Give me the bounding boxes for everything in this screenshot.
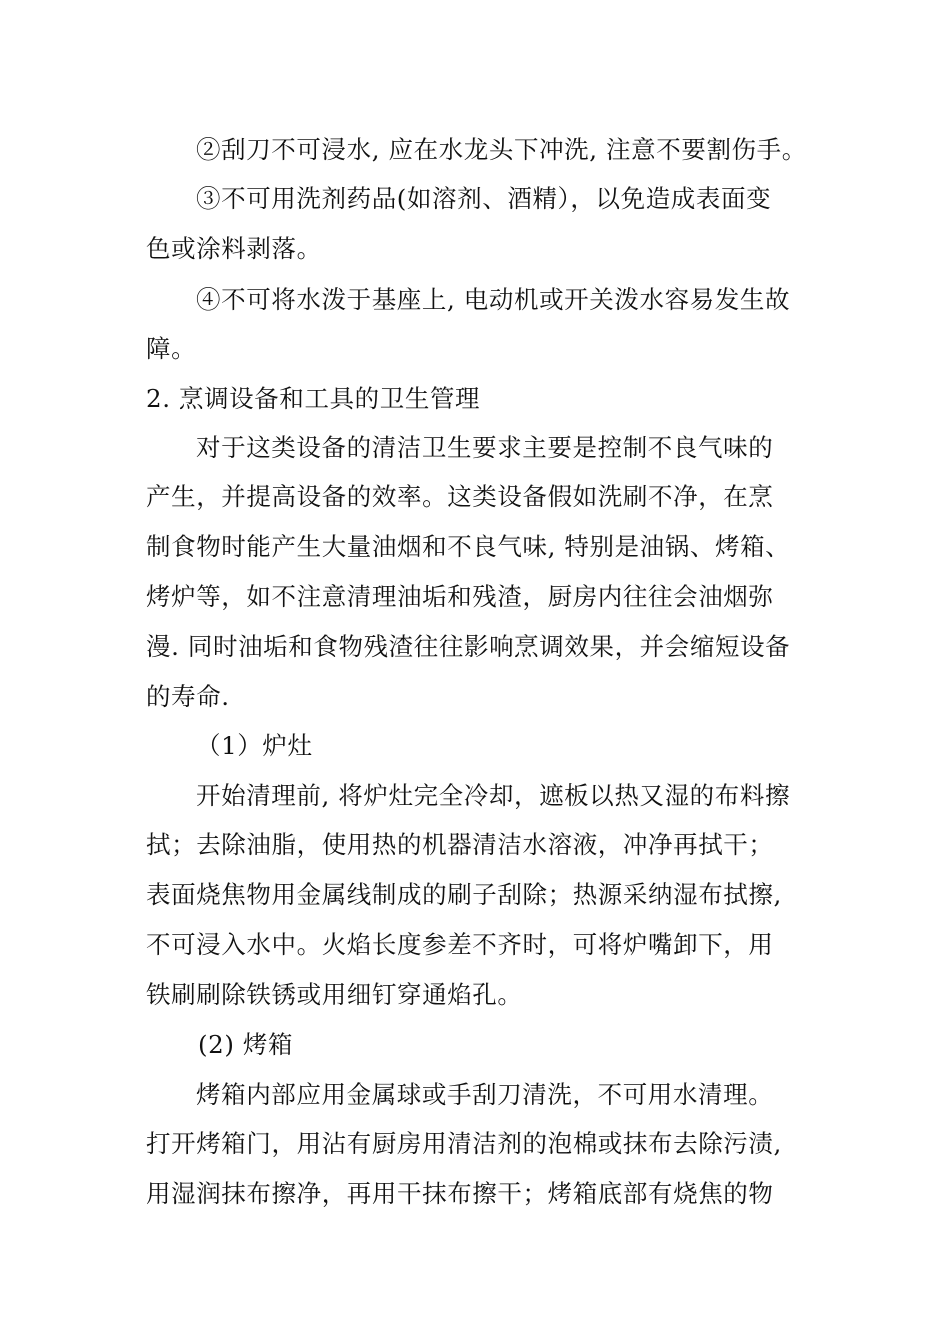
paragraph-line: 表面烧焦物用金属线制成的刷子刮除；热源采纳湿布拭擦, [146, 880, 782, 909]
paragraph-line: 的寿命. [146, 682, 230, 711]
paragraph-item-3: ③不可用洗剂药品(如溶剂、酒精），以免造成表面变 [196, 184, 772, 213]
paragraph-line: 开始清理前, 将炉灶完全冷却，遮板以热又湿的布料擦 [196, 781, 791, 810]
paragraph-line: 烤炉等，如不注意清理油垢和残渣，厨房内往往会油烟弥 [146, 582, 774, 611]
subheading-stove: （1）炉灶 [196, 731, 313, 760]
paragraph-line: 打开烤箱门，用沾有厨房用清洁剂的泡棉或抹布去除污渍, [146, 1129, 782, 1158]
paragraph-item-3-cont: 色或涂料剥落。 [146, 234, 322, 263]
paragraph-line: 制食物时能产生大量油烟和不良气味, 特别是油锅、烤箱、 [146, 532, 791, 561]
paragraph-line: 拭；去除油脂，使用热的机器清洁水溶液，冲净再拭干； [146, 830, 774, 859]
paragraph-line: 铁刷刷除铁锈或用细钉穿通焰孔。 [146, 980, 523, 1009]
paragraph-line: 漫. 同时油垢和食物残渣往往影响烹调效果，并会缩短设备 [146, 632, 791, 661]
paragraph-line: 用湿润抹布擦净，再用干抹布擦干；烤箱底部有烧焦的物 [146, 1179, 774, 1208]
paragraph-line: 不可浸入水中。火焰长度参差不齐时，可将炉嘴卸下，用 [146, 930, 774, 959]
paragraph-line: 产生，并提高设备的效率。这类设备假如洗刷不净，在烹 [146, 482, 774, 511]
section-heading-2: 2. 烹调设备和工具的卫生管理 [146, 384, 481, 413]
paragraph-item-4-cont: 障。 [146, 334, 197, 363]
paragraph-item-4: ④不可将水泼于基座上, 电动机或开关泼水容易发生故 [196, 285, 791, 314]
subheading-oven: (2) 烤箱 [198, 1030, 294, 1059]
paragraph-line: 对于这类设备的清洁卫生要求主要是控制不良气味的 [196, 433, 774, 462]
paragraph-item-2: ②刮刀不可浸水, 应在水龙头下冲洗, 注意不要割伤手。 [196, 135, 807, 164]
paragraph-line: 烤箱内部应用金属球或手刮刀清洗，不可用水清理。 [196, 1080, 774, 1109]
